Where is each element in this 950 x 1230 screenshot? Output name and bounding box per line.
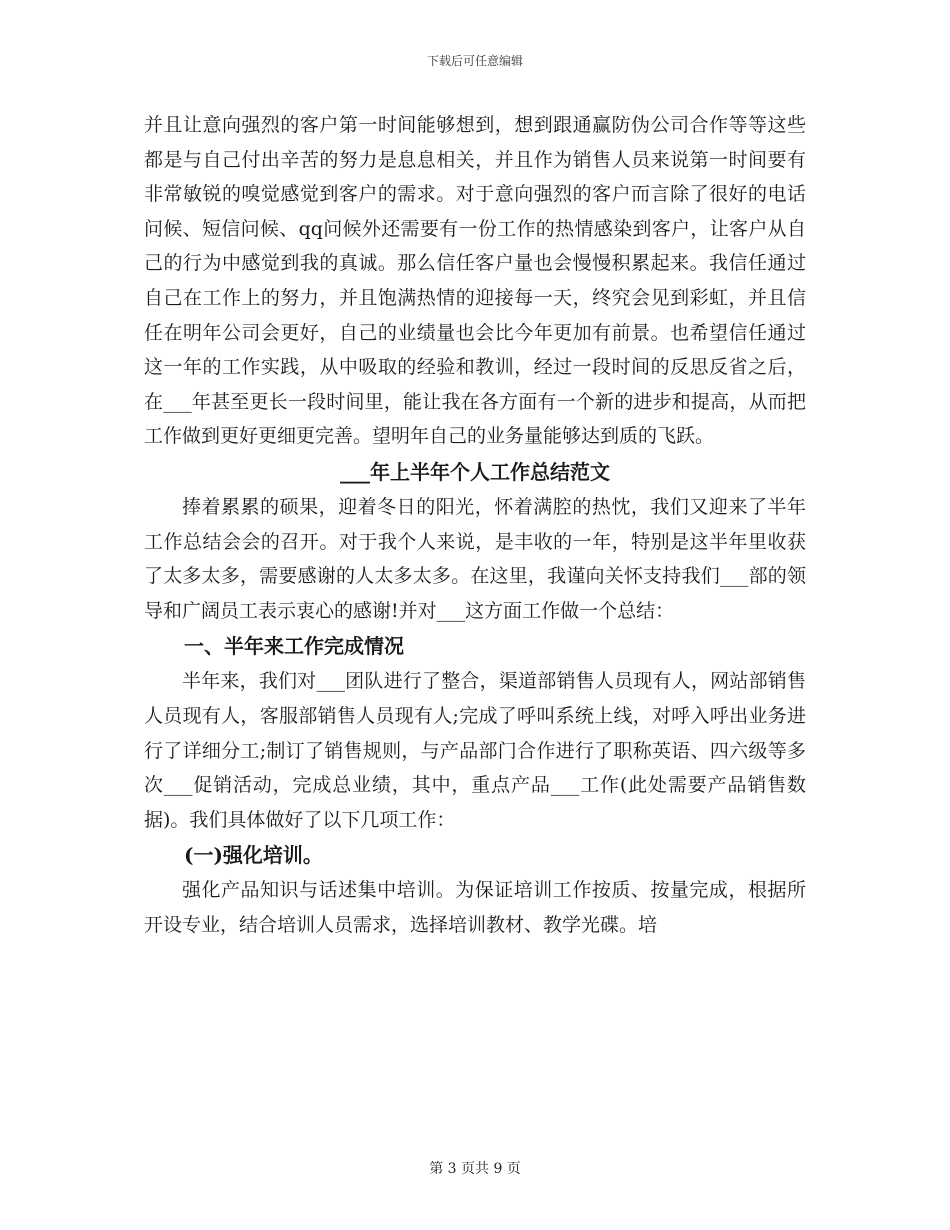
page-footer: 第 3 页共 9 页 xyxy=(429,1161,521,1177)
paragraph-intro: 捧着累累的硕果，迎着冬日的阳光，怀着满腔的热忱，我们又迎来了半年工作总结会会的召开。对于我个人来说，是丰收的一年，特别是这半年里收获了太多太多，需要感谢的人太多太多。在这里，我谨向关怀支持我们___部的领导和广阔员工表示衷心的感谢!并对___这方面工作做一个总结： xyxy=(144,495,806,622)
page-header: 下载后可任意编辑 xyxy=(426,54,523,68)
paragraph-training: 强化产品知识与话述集中培训。为保证培训工作按质、按量完成，根据所开设专业，结合培训人员需求，选择培训教材、教学光碟。培 xyxy=(144,879,806,936)
paragraph-continuation: 并且让意向强烈的客户第一时间能够想到，想到跟通赢防伪公司合作等等这些都是与自己付出辛苦的努力是息息相关，并且作为销售人员来说第一时间要有非常敏锐的嗅觉感觉到客户的需求。对于意向强烈的客户而言除了很好的电话问候、短信问候、qq问候外还需要有一份工作的热情感染到客户，让客户从自己的行为中感觉到我的真诚。那么信任客户量也会慢慢积累起来。我信任通过自己在工作上的努力，并且饱满热情的迎接每一天，终究会见到彩虹，并且信任在明年公司会更好，自己的业绩量也会比今年更加有前景。也希望信任通过这一年的工作实践，从中吸取的经验和教训，经过一段时间的反思反省之后，在___年甚至更长一段时间里，能让我在各方面有一个新的进步和提高，从而把工作做到更好更细更完善。望明年自己的业务量能够达到质的飞跃。 xyxy=(144,114,806,448)
heading-training: (一)强化培训。 xyxy=(184,843,323,868)
heading-work-completion: 一、半年来工作完成情况 xyxy=(184,634,404,659)
document-body xyxy=(144,108,806,942)
section-title: ___年上半年个人工作总结范文 xyxy=(340,459,610,484)
paragraph-work-completion: 半年来，我们对___团队进行了整合，渠道部销售人员现有人，网站部销售人员现有人，客服部销售人员现有人;完成了呼叫系统上线，对呼入呼出业务进行了详细分工;制订了销售规则，与产品部门合作进行了职称英语、四六级等多次___促销活动，完成总业绩，其中，重点产品___工作(此处需要产品销售数据)。我们具体做好了以下几项工作： xyxy=(144,670,806,831)
